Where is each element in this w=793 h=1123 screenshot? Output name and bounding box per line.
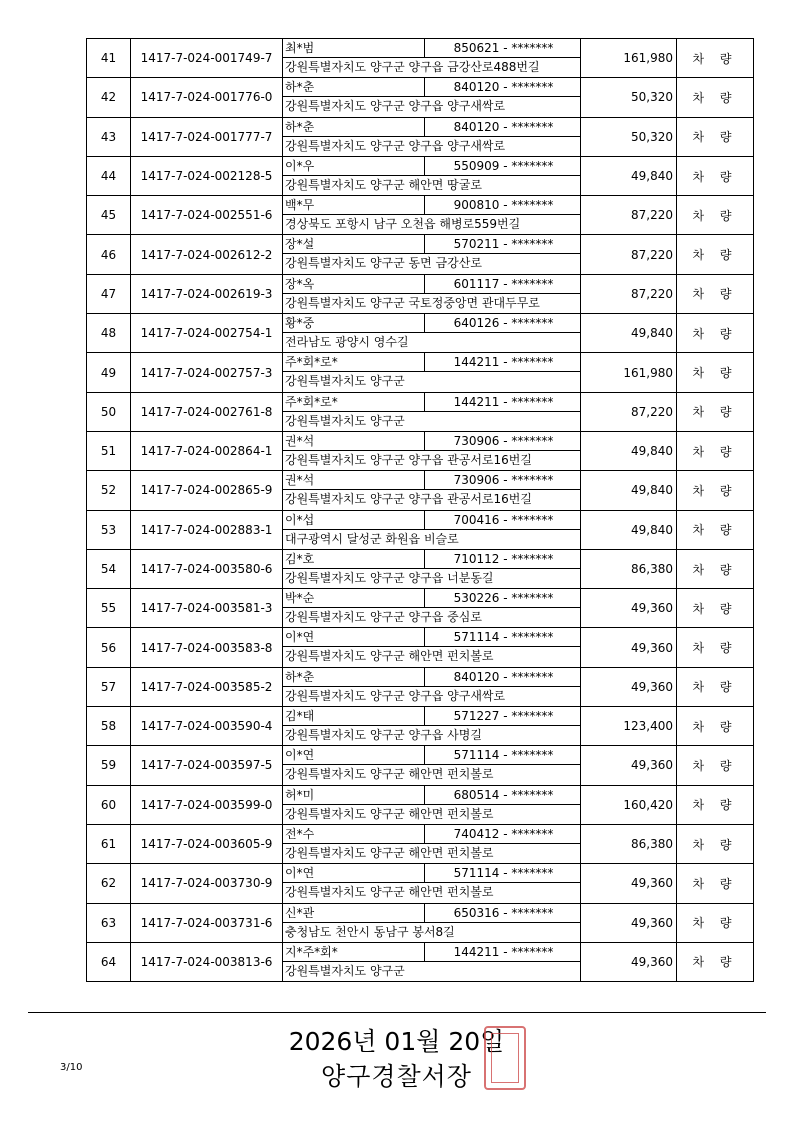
item-type: 차 량 <box>677 903 754 942</box>
address: 강원특별자치도 양구군 양구읍 관공서로16번길 <box>285 492 532 507</box>
record-id: 1417-7-024-002754-1 <box>131 314 283 353</box>
row-number: 57 <box>87 667 131 706</box>
person-name: 박*순 <box>283 589 425 608</box>
person-name: 이*연 <box>283 746 425 765</box>
resident-number: 571227 - ******* <box>425 707 580 726</box>
person-cell <box>283 156 581 195</box>
address: 강원특별자치도 양구군 양구읍 금강산로488번길 <box>285 60 540 74</box>
record-id: 1417-7-024-003597-5 <box>131 746 283 785</box>
amount-value: 49,360 <box>631 758 673 773</box>
row-number: 62 <box>87 864 131 903</box>
person-name: 주*회*로* <box>283 353 425 372</box>
row-number: 59 <box>87 746 131 785</box>
resident-number: 710112 - ******* <box>425 550 580 569</box>
record-id: 1417-7-024-001777-7 <box>131 117 283 156</box>
table-row <box>87 942 754 981</box>
record-id: 1417-7-024-003581-3 <box>131 589 283 628</box>
person-name: 이*연 <box>283 864 425 883</box>
resident-number: 571114 - ******* <box>425 628 580 647</box>
record-id: 1417-7-024-002761-8 <box>131 392 283 431</box>
amount-value: 49,360 <box>631 601 673 616</box>
person-name: 김*태 <box>283 707 425 726</box>
table-row <box>87 707 754 746</box>
table-row <box>87 39 754 78</box>
row-number: 52 <box>87 471 131 510</box>
amount <box>581 117 677 156</box>
person-cell <box>283 39 581 78</box>
official-seal-stamp <box>484 1026 526 1090</box>
item-type: 차 량 <box>677 39 754 78</box>
item-type: 차 량 <box>677 471 754 510</box>
record-id: 1417-7-024-003590-4 <box>131 707 283 746</box>
table-row <box>87 864 754 903</box>
amount-value: 49,360 <box>631 915 673 930</box>
amount-value: 49,840 <box>631 522 673 537</box>
amount <box>581 78 677 117</box>
address: 강원특별자치도 양구군 양구읍 양구새싹로 <box>285 138 506 153</box>
amount <box>581 353 677 392</box>
amount-value: 49,840 <box>631 326 673 341</box>
item-type: 차 량 <box>677 942 754 981</box>
amount <box>581 471 677 510</box>
person-cell <box>283 471 581 510</box>
row-number: 41 <box>87 39 131 78</box>
address: 강원특별자치도 양구군 양구읍 중심로 <box>285 610 482 625</box>
row-number: 53 <box>87 510 131 549</box>
row-number: 50 <box>87 392 131 431</box>
resident-number: 900810 - ******* <box>425 196 580 215</box>
item-type: 차 량 <box>677 746 754 785</box>
person-cell <box>283 78 581 117</box>
item-type: 차 량 <box>677 392 754 431</box>
address: 강원특별자치도 양구군 양구읍 양구새싹로 <box>285 688 506 703</box>
resident-number: 680514 - ******* <box>425 786 580 805</box>
person-cell <box>283 196 581 235</box>
resident-number: 144211 - ******* <box>425 393 580 412</box>
person-cell <box>283 864 581 903</box>
row-number: 42 <box>87 78 131 117</box>
amount-value: 49,360 <box>631 876 673 891</box>
address: 대구광역시 달성군 화원읍 비슬로 <box>285 531 459 546</box>
record-id: 1417-7-024-003730-9 <box>131 864 283 903</box>
person-name: 전*수 <box>283 825 425 844</box>
address: 강원특별자치도 양구군 해안면 펀치볼로 <box>285 806 494 821</box>
table-row <box>87 156 754 195</box>
amount <box>581 824 677 863</box>
item-type: 차 량 <box>677 117 754 156</box>
record-id: 1417-7-024-001749-7 <box>131 39 283 78</box>
person-cell <box>283 942 581 981</box>
item-type: 차 량 <box>677 824 754 863</box>
table-row <box>87 274 754 313</box>
resident-number: 740412 - ******* <box>425 825 580 844</box>
amount <box>581 942 677 981</box>
person-name: 허*미 <box>283 786 425 805</box>
amount <box>581 431 677 470</box>
person-cell <box>283 314 581 353</box>
amount-value: 161,980 <box>623 365 673 380</box>
person-cell <box>283 353 581 392</box>
person-name: 권*석 <box>283 432 425 451</box>
record-id: 1417-7-024-003580-6 <box>131 549 283 588</box>
amount-value: 87,220 <box>631 247 673 262</box>
address: 충청남도 천안시 동남구 봉서8길 <box>285 924 455 939</box>
amount-value: 49,840 <box>631 444 673 459</box>
amount <box>581 589 677 628</box>
person-cell <box>283 235 581 274</box>
row-number: 43 <box>87 117 131 156</box>
person-cell <box>283 667 581 706</box>
table-row <box>87 785 754 824</box>
resident-number: 840120 - ******* <box>425 78 580 97</box>
table-row <box>87 746 754 785</box>
record-id: 1417-7-024-003731-6 <box>131 903 283 942</box>
table-row <box>87 628 754 667</box>
person-cell <box>283 707 581 746</box>
record-id: 1417-7-024-002865-9 <box>131 471 283 510</box>
row-number: 47 <box>87 274 131 313</box>
row-number: 60 <box>87 785 131 824</box>
item-type: 차 량 <box>677 314 754 353</box>
record-id: 1417-7-024-003599-0 <box>131 785 283 824</box>
resident-number: 570211 - ******* <box>425 235 580 254</box>
amount <box>581 39 677 78</box>
address: 강원특별자치도 양구군 해안면 펀치볼로 <box>285 845 494 860</box>
row-number: 48 <box>87 314 131 353</box>
amount <box>581 628 677 667</box>
address: 강원특별자치도 양구군 양구읍 너분동길 <box>285 570 494 585</box>
item-type: 차 량 <box>677 589 754 628</box>
row-number: 54 <box>87 549 131 588</box>
address: 강원특별자치도 양구군 <box>285 963 405 978</box>
person-name: 이*섭 <box>283 511 425 530</box>
amount <box>581 392 677 431</box>
table-row <box>87 117 754 156</box>
issue-date: 2026년 01월 20일 <box>288 1027 505 1056</box>
person-name: 주*회*로* <box>283 393 425 412</box>
amount <box>581 196 677 235</box>
amount-value: 161,980 <box>623 51 673 66</box>
table-row <box>87 78 754 117</box>
resident-number: 601117 - ******* <box>425 275 580 294</box>
item-type: 차 량 <box>677 78 754 117</box>
person-cell <box>283 903 581 942</box>
amount <box>581 707 677 746</box>
amount <box>581 864 677 903</box>
person-cell <box>283 589 581 628</box>
resident-number: 840120 - ******* <box>425 118 580 137</box>
resident-number: 730906 - ******* <box>425 432 580 451</box>
resident-number: 144211 - ******* <box>425 353 580 372</box>
row-number: 45 <box>87 196 131 235</box>
amount-value: 87,220 <box>631 208 673 223</box>
person-name: 하*춘 <box>283 78 425 97</box>
resident-number: 144211 - ******* <box>425 943 580 962</box>
person-cell <box>283 510 581 549</box>
table-row <box>87 903 754 942</box>
item-type: 차 량 <box>677 431 754 470</box>
amount-value: 49,360 <box>631 679 673 694</box>
row-number: 58 <box>87 707 131 746</box>
amount-value: 160,420 <box>623 797 673 812</box>
address: 전라남도 광양시 영수길 <box>285 335 409 350</box>
row-number: 63 <box>87 903 131 942</box>
amount-value: 50,320 <box>631 90 673 105</box>
table-row <box>87 196 754 235</box>
item-type: 차 량 <box>677 667 754 706</box>
person-name: 장*옥 <box>283 275 425 294</box>
record-id: 1417-7-024-001776-0 <box>131 78 283 117</box>
table-row <box>87 235 754 274</box>
table-row <box>87 314 754 353</box>
person-name: 최*범 <box>283 39 425 58</box>
row-number: 51 <box>87 431 131 470</box>
person-name: 지*주*회* <box>283 943 425 962</box>
person-cell <box>283 117 581 156</box>
person-name: 하*춘 <box>283 668 425 687</box>
records-table <box>86 38 754 982</box>
item-type: 차 량 <box>677 156 754 195</box>
row-number: 55 <box>87 589 131 628</box>
item-type: 차 량 <box>677 628 754 667</box>
person-cell <box>283 824 581 863</box>
person-cell <box>283 746 581 785</box>
person-name: 권*석 <box>283 471 425 490</box>
amount <box>581 274 677 313</box>
address: 강원특별자치도 양구군 해안면 펀치볼로 <box>285 649 494 664</box>
item-type: 차 량 <box>677 785 754 824</box>
table-row <box>87 353 754 392</box>
footer-divider <box>28 1012 766 1013</box>
record-id: 1417-7-024-002128-5 <box>131 156 283 195</box>
person-name: 김*호 <box>283 550 425 569</box>
address: 강원특별자치도 양구군 해안면 펀치볼로 <box>285 885 494 900</box>
amount <box>581 549 677 588</box>
amount <box>581 746 677 785</box>
row-number: 44 <box>87 156 131 195</box>
page-number: 3/10 <box>60 1062 83 1073</box>
address: 강원특별자치도 양구군 양구읍 사명길 <box>285 728 482 743</box>
amount-value: 49,360 <box>631 640 673 655</box>
record-id: 1417-7-024-003605-9 <box>131 824 283 863</box>
amount-value: 49,840 <box>631 169 673 184</box>
resident-number: 550909 - ******* <box>425 157 580 176</box>
item-type: 차 량 <box>677 864 754 903</box>
amount <box>581 314 677 353</box>
person-cell <box>283 628 581 667</box>
table-row <box>87 549 754 588</box>
person-cell <box>283 785 581 824</box>
item-type: 차 량 <box>677 235 754 274</box>
address: 강원특별자치도 양구군 양구읍 관공서로16번길 <box>285 452 532 467</box>
table-row <box>87 589 754 628</box>
resident-number: 650316 - ******* <box>425 904 580 923</box>
resident-number: 571114 - ******* <box>425 864 580 883</box>
amount <box>581 667 677 706</box>
person-name: 황*중 <box>283 314 425 333</box>
person-name: 하*춘 <box>283 118 425 137</box>
person-cell <box>283 549 581 588</box>
resident-number: 700416 - ******* <box>425 511 580 530</box>
person-name: 신*관 <box>283 904 425 923</box>
person-name: 장*설 <box>283 235 425 254</box>
amount <box>581 235 677 274</box>
resident-number: 640126 - ******* <box>425 314 580 333</box>
person-name: 백*무 <box>283 196 425 215</box>
table-row <box>87 392 754 431</box>
amount <box>581 785 677 824</box>
address: 강원특별자치도 양구군 해안면 땅굴로 <box>285 177 482 192</box>
address: 강원특별자치도 양구군 해안면 펀치볼로 <box>285 767 494 782</box>
person-cell <box>283 392 581 431</box>
table-row <box>87 667 754 706</box>
row-number: 61 <box>87 824 131 863</box>
table-row <box>87 471 754 510</box>
address: 강원특별자치도 양구군 국토정중앙면 관대두무로 <box>285 295 540 310</box>
record-id: 1417-7-024-002864-1 <box>131 431 283 470</box>
item-type: 차 량 <box>677 353 754 392</box>
resident-number: 530226 - ******* <box>425 589 580 608</box>
row-number: 46 <box>87 235 131 274</box>
record-id: 1417-7-024-002883-1 <box>131 510 283 549</box>
issuer-title: 양구경찰서장 <box>321 1062 472 1091</box>
amount-value: 87,220 <box>631 286 673 301</box>
amount-value: 123,400 <box>623 719 673 734</box>
resident-number: 850621 - ******* <box>425 39 580 58</box>
item-type: 차 량 <box>677 274 754 313</box>
amount-value: 50,320 <box>631 129 673 144</box>
address: 강원특별자치도 양구군 동면 금강산로 <box>285 256 482 271</box>
person-cell <box>283 431 581 470</box>
amount-value: 86,380 <box>631 837 673 852</box>
address: 강원특별자치도 양구군 <box>285 374 405 389</box>
item-type: 차 량 <box>677 510 754 549</box>
record-id: 1417-7-024-003813-6 <box>131 942 283 981</box>
amount <box>581 903 677 942</box>
address: 강원특별자치도 양구군 양구읍 양구새싹로 <box>285 99 506 114</box>
resident-number: 571114 - ******* <box>425 746 580 765</box>
record-id: 1417-7-024-002612-2 <box>131 235 283 274</box>
table-row <box>87 431 754 470</box>
record-id: 1417-7-024-003585-2 <box>131 667 283 706</box>
person-cell <box>283 274 581 313</box>
address: 경상북도 포항시 남구 오천읍 해병로559번길 <box>285 217 521 232</box>
record-id: 1417-7-024-002619-3 <box>131 274 283 313</box>
table-row <box>87 510 754 549</box>
record-id: 1417-7-024-002551-6 <box>131 196 283 235</box>
row-number: 49 <box>87 353 131 392</box>
amount-value: 49,360 <box>631 954 673 969</box>
item-type: 차 량 <box>677 196 754 235</box>
row-number: 64 <box>87 942 131 981</box>
amount-value: 87,220 <box>631 404 673 419</box>
person-name: 이*연 <box>283 628 425 647</box>
row-number: 56 <box>87 628 131 667</box>
record-id: 1417-7-024-003583-8 <box>131 628 283 667</box>
item-type: 차 량 <box>677 707 754 746</box>
amount <box>581 156 677 195</box>
person-name: 이*우 <box>283 157 425 176</box>
amount-value: 86,380 <box>631 562 673 576</box>
amount-value: 49,840 <box>631 483 673 498</box>
resident-number: 840120 - ******* <box>425 668 580 687</box>
table-row <box>87 824 754 863</box>
resident-number: 730906 - ******* <box>425 471 580 490</box>
amount <box>581 510 677 549</box>
item-type: 차 량 <box>677 549 754 588</box>
record-id: 1417-7-024-002757-3 <box>131 353 283 392</box>
address: 강원특별자치도 양구군 <box>285 413 405 428</box>
